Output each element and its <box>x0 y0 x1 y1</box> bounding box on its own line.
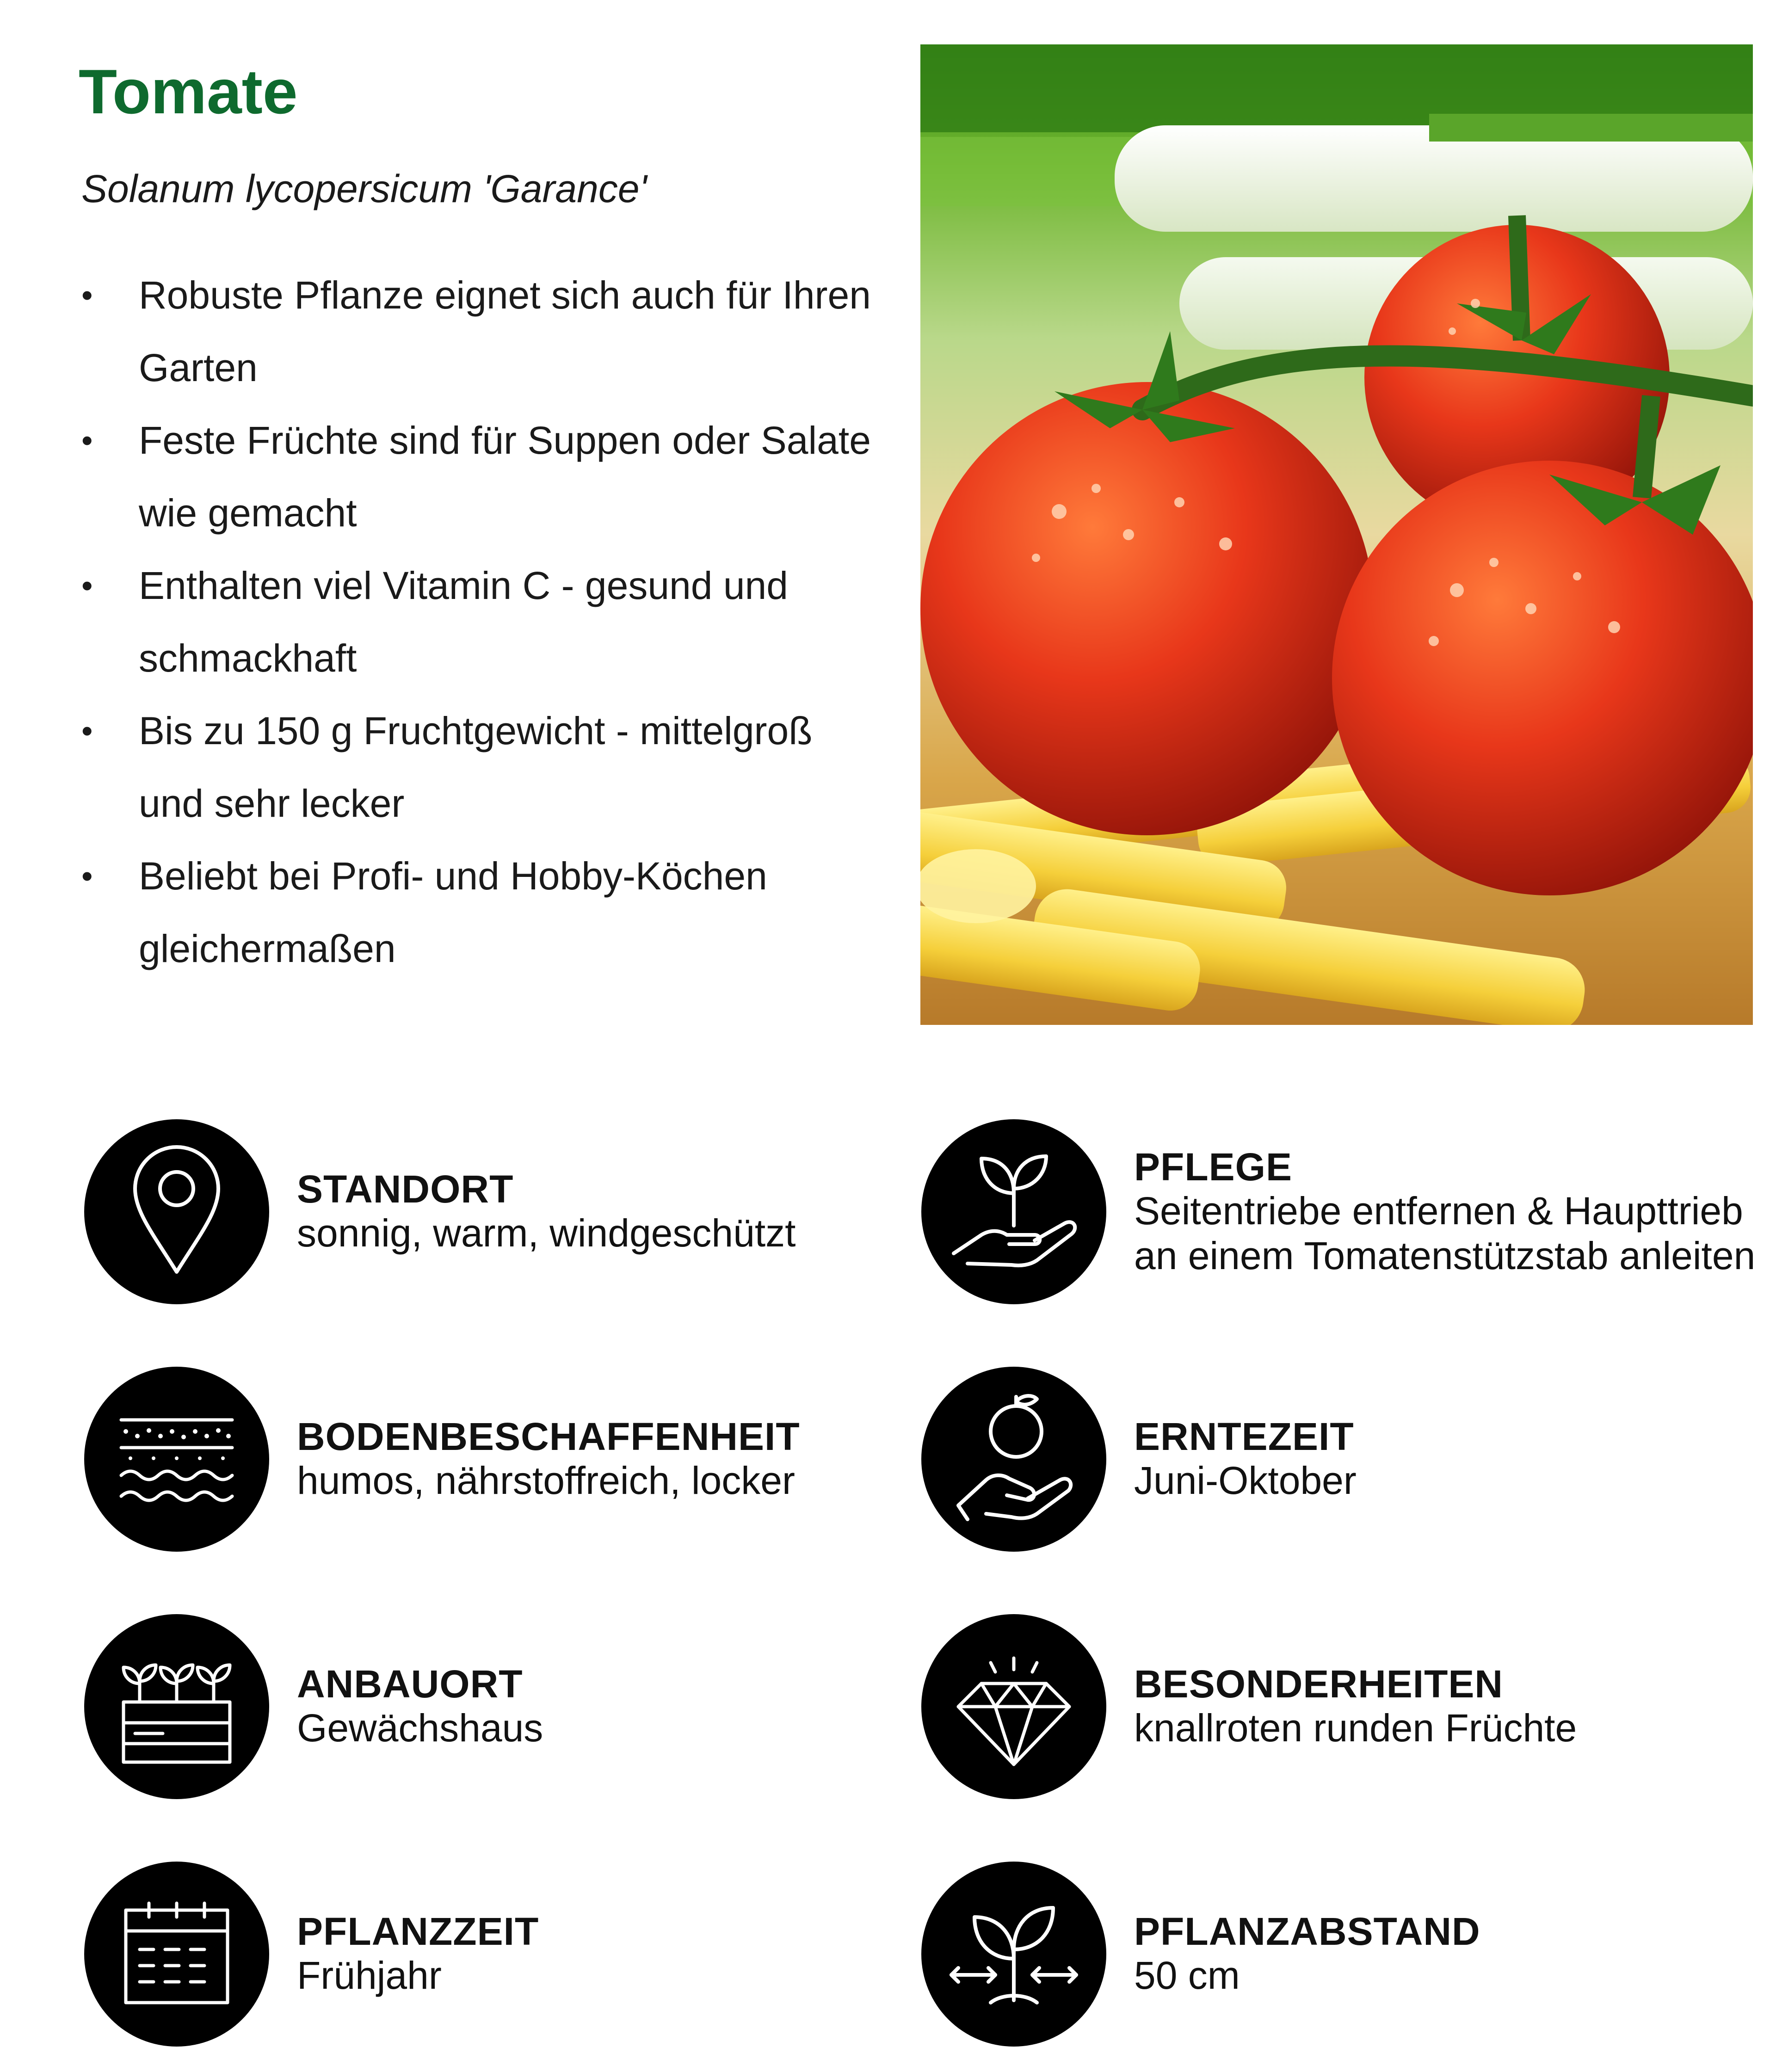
bullet-icon: • <box>81 858 93 894</box>
info-erntezeit <box>921 1367 1754 1552</box>
info-label: BESONDERHEITEN <box>1134 1662 1504 1706</box>
plant-spacing-icon <box>921 1862 1106 2047</box>
info-value: Seitentriebe entfernen & Haupttrieb an einem Tomatenstützstab anleiten <box>1134 1189 1756 1278</box>
feature-item <box>79 404 874 549</box>
planter-box-icon <box>84 1614 269 1799</box>
info-value: Gewächshaus <box>297 1706 543 1750</box>
location-pin-icon <box>84 1119 269 1304</box>
info-label: ANBAUORT <box>297 1662 523 1706</box>
info-label: STANDORT <box>297 1167 514 1211</box>
info-anbauort <box>84 1614 917 1799</box>
soil-layers-icon <box>84 1367 269 1552</box>
info-label: PFLEGE <box>1134 1145 1293 1189</box>
bullet-icon: • <box>81 277 93 313</box>
feature-text: Bis zu 150 g Fruchtgewicht - mittelgroß und sehr lecker <box>139 709 813 825</box>
info-label: ERNTEZEIT <box>1134 1415 1354 1459</box>
info-value: knallroten runden Früchte <box>1134 1706 1577 1750</box>
feature-text: Robuste Pflanze eignet sich auch für Ihren Garten <box>139 273 871 389</box>
feature-item <box>79 549 874 695</box>
info-bodenbeschaffenheit <box>84 1367 917 1552</box>
feature-item <box>79 259 874 404</box>
calendar-icon <box>84 1862 269 2047</box>
info-value: Juni-Oktober <box>1134 1459 1357 1503</box>
info-label: BODENBESCHAFFENHEIT <box>297 1415 800 1459</box>
info-pflanzzeit <box>84 1862 917 2047</box>
info-value: humos, nährstoffreich, locker <box>297 1459 795 1503</box>
bullet-icon: • <box>81 713 93 749</box>
feature-text: Beliebt bei Profi- und Hobby-Köchen gleichermaßen <box>139 854 767 970</box>
info-label: PFLANZZEIT <box>297 1910 539 1954</box>
bullet-icon: • <box>81 422 93 458</box>
feature-item <box>79 695 874 840</box>
product-title: Tomate <box>79 56 298 127</box>
info-label: PFLANZABSTAND <box>1134 1910 1480 1954</box>
seedling-hand-icon <box>921 1119 1106 1304</box>
info-value: Frühjahr <box>297 1954 442 1998</box>
info-value: sonnig, warm, windgeschützt <box>297 1211 796 1255</box>
diamond-icon <box>921 1614 1106 1799</box>
feature-text: Enthalten viel Vitamin C - gesund und schmackhaft <box>139 564 788 680</box>
info-besonderheiten <box>921 1614 1754 1799</box>
info-standort <box>84 1119 917 1304</box>
fruit-hand-icon <box>921 1367 1106 1552</box>
info-pflanzabstand <box>921 1862 1754 2047</box>
feature-list <box>79 259 874 985</box>
product-photo <box>920 44 1753 1025</box>
bullet-icon: • <box>81 567 93 604</box>
feature-text: Feste Früchte sind für Suppen oder Salate wie gemacht <box>139 419 871 535</box>
botanical-name: Solanum lycopersicum 'Garance' <box>81 167 647 210</box>
feature-item <box>79 840 874 985</box>
info-value: 50 cm <box>1134 1954 1240 1998</box>
info-pflege <box>921 1119 1754 1304</box>
